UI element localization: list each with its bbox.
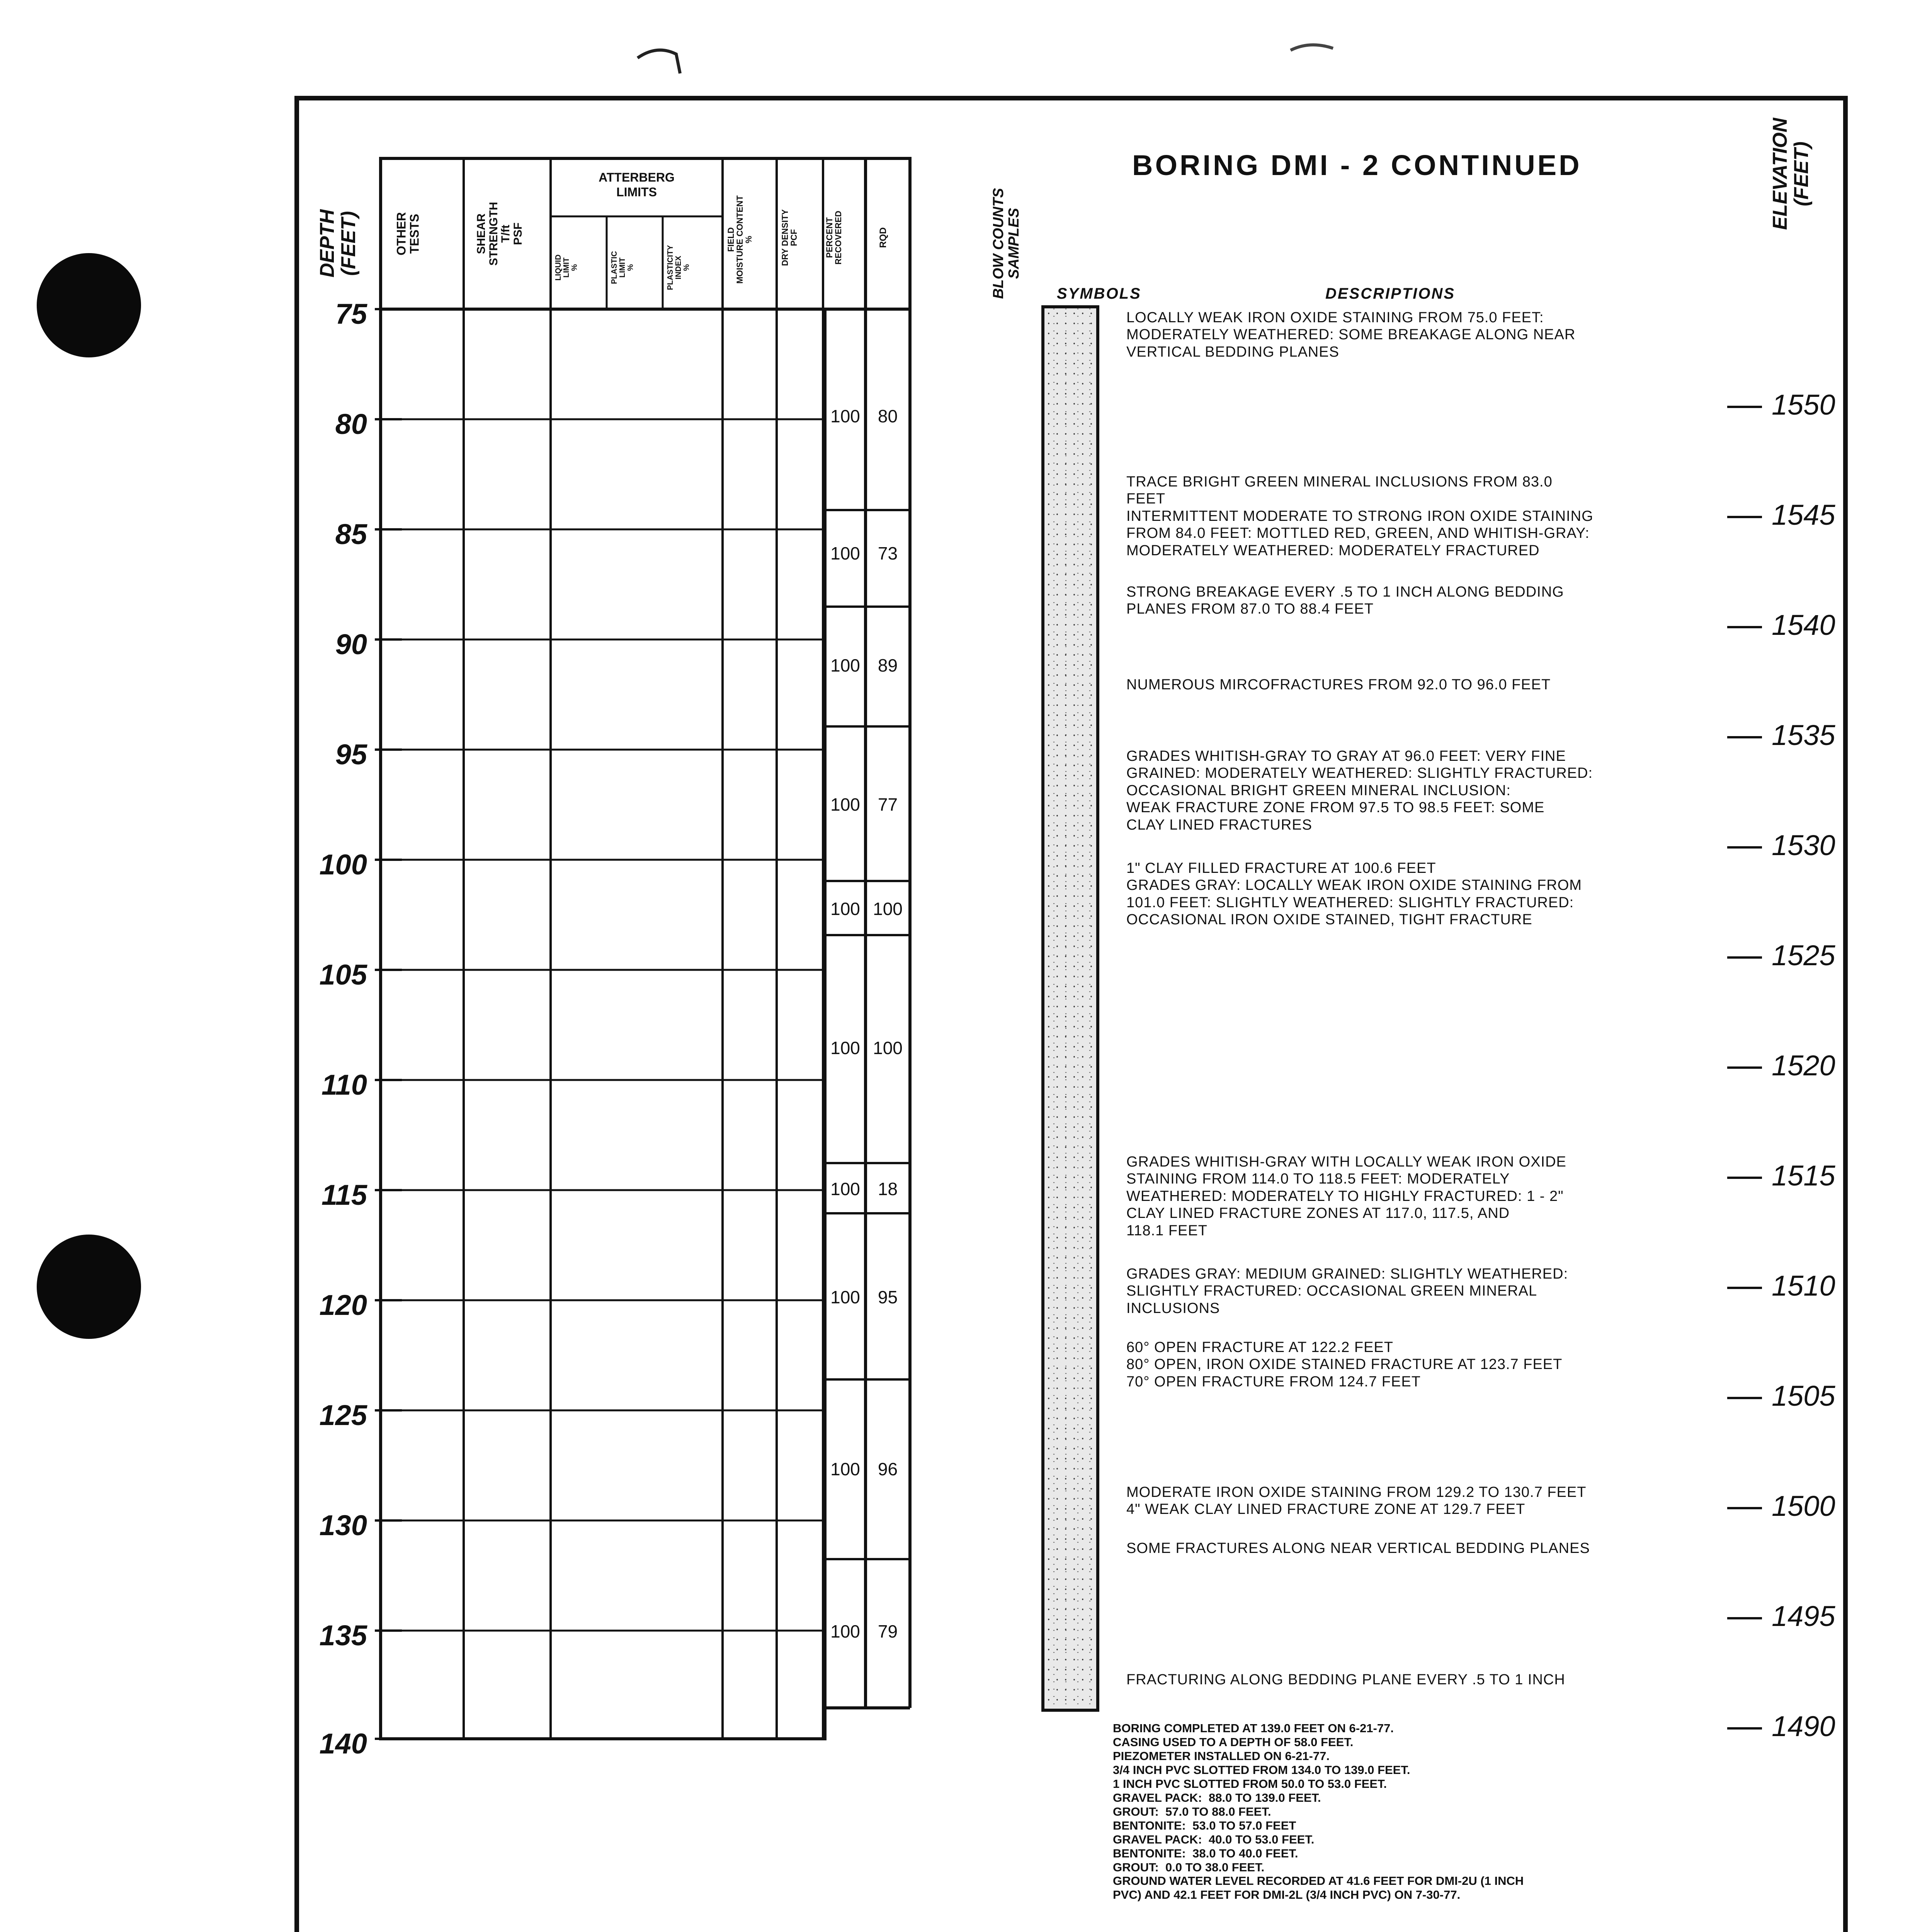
recovered-value: 100	[830, 406, 860, 426]
depth-label: 130	[319, 1509, 367, 1541]
elevation-label: 1525	[1772, 939, 1835, 971]
depth-label: 110	[321, 1069, 367, 1101]
rqd-value: 77	[878, 794, 898, 815]
description-text: FRACTURING ALONG BEDDING PLANE EVERY .5 TO 1 INCH	[1126, 1672, 1565, 1688]
rqd-header: RQD	[878, 227, 888, 248]
blow-counts-header: BLOW COUNTS SAMPLES	[990, 188, 1022, 299]
rqd-value: 100	[873, 899, 903, 919]
boring-title: BORING DMI - 2 CONTINUED	[1132, 149, 1582, 181]
elevation-label: 1515	[1772, 1160, 1835, 1192]
percent-recovered-header: PERCENT RECOVERED	[825, 211, 844, 265]
elevation-label: 1530	[1772, 829, 1835, 861]
rqd-value: 100	[873, 1038, 903, 1058]
rock-symbol-column	[1041, 305, 1099, 1712]
rqd-value: 89	[878, 655, 898, 675]
depth-label: 95	[335, 738, 367, 770]
depth-label: 105	[319, 959, 367, 991]
elevation-label: 1535	[1772, 719, 1835, 751]
elevation-label: 1540	[1772, 609, 1835, 641]
description-text: 60° OPEN FRACTURE AT 122.2 FEET 80° OPEN, IRON OXIDE STAINED FRACTURE AT 123.7 FEET 70° OPEN FRACTURE FROM 124.7 FEET	[1126, 1339, 1563, 1390]
description-text: STRONG BREAKAGE EVERY .5 TO 1 INCH ALONG BEDDING PLANES FROM 87.0 TO 88.4 FEET	[1126, 584, 1564, 617]
depth-label: 115	[321, 1179, 367, 1211]
rqd-value: 80	[878, 406, 898, 426]
recovered-value: 100	[830, 543, 860, 563]
description-text: MODERATE IRON OXIDE STAINING FROM 129.2 TO 130.7 FEET 4" WEAK CLAY LINED FRACTURE ZONE AT 129.7 FEET	[1126, 1484, 1587, 1518]
description-text: GRADES WHITISH-GRAY WITH LOCALLY WEAK IRON OXIDE STAINING FROM 114.0 TO 118.5 FEET: MODERATELY WEATHERED: MODERATELY TO HIGHLY FRACTURED: 1 - 2" CLAY LINED FRACTURE ZONES AT 117.0, 117.5, AND 118.1 FEET	[1126, 1154, 1566, 1239]
depth-header: DEPTH (FEET)	[316, 209, 360, 278]
description-text: SOME FRACTURES ALONG NEAR VERTICAL BEDDING PLANES	[1126, 1540, 1590, 1556]
depth-label: 80	[335, 408, 367, 440]
depth-label: 85	[335, 518, 367, 550]
description-text: 1" CLAY FILLED FRACTURE AT 100.6 FEET GRADES GRAY: LOCALLY WEAK IRON OXIDE STAINING FROM 101.0 FEET: SLIGHTLY WEATHERED: SLIGHTLY FRACTURED: OCCASIONAL IRON OXIDE STAINED, TIGHT FRACTURE	[1126, 860, 1582, 928]
descriptions-header: DESCRIPTIONS	[1325, 285, 1456, 302]
recovered-value: 100	[830, 1459, 860, 1479]
recovered-value: 100	[830, 655, 860, 675]
elevation-label: 1490	[1772, 1710, 1835, 1742]
elevation-label: 1500	[1772, 1490, 1835, 1522]
elevation-label: 1505	[1772, 1380, 1835, 1412]
rqd-value: 96	[878, 1459, 898, 1479]
recovered-value: 100	[830, 794, 860, 815]
recovered-value: 100	[830, 1621, 860, 1641]
elevation-label: 1495	[1772, 1600, 1835, 1632]
description-text: GRADES GRAY: MEDIUM GRAINED: SLIGHTLY WEATHERED: SLIGHTLY FRACTURED: OCCASIONAL GREEN MINERAL INCLUSIONS	[1126, 1266, 1568, 1316]
boring-notes: BORING COMPLETED AT 139.0 FEET ON 6-21-77. CASING USED TO A DEPTH OF 58.0 FEET. PIEZOMETER INSTALLED ON 6-21-77. 3/4 INCH PVC SLOTTED FROM 134.0 TO 139.0 FEET. 1 INCH PVC SLOTTED FROM 50.0 TO 53.0 FEET. GRAVEL PACK: 88.0 TO 139.0 FEET. GROUT: 57.0 TO 88.0 FEET. BENTONITE: 53.0 TO 57.0 FEET GRAVEL PACK: 40.0 TO 53.0 FEET. BENTONITE: 38.0 TO 40.0 FEET. GROUT: 0.0 TO 38.0 FEET. GROUND WATER LEVEL RECORDED AT 41.6 FEET FOR DMI-2U (1 INCH PVC) AND 42.1 FEET FOR DMI-2L (3/4 INCH PVC) ON 7-30-77.	[1113, 1721, 1524, 1902]
description-text: LOCALLY WEAK IRON OXIDE STAINING FROM 75.0 FEET: MODERATELY WEATHERED: SOME BREAKAGE ALONG NEAR VERTICAL BEDDING PLANES	[1126, 310, 1576, 360]
field-moisture-header: FIELD MOISTURE CONTENT %	[726, 195, 754, 284]
rqd-value: 73	[878, 543, 898, 563]
other-tests-header: OTHER TESTS	[394, 212, 422, 255]
atterberg-limits-header: ATTERBERG LIMITS	[599, 170, 675, 199]
recovered-value: 100	[830, 1287, 860, 1307]
description-text: GRADES WHITISH-GRAY TO GRAY AT 96.0 FEET: VERY FINE GRAINED: MODERATELY WEATHERED: SLIGHTLY FRACTURED: OCCASIONAL BRIGHT GREEN MINERAL INCLUSION: WEAK FRACTURE ZONE FROM 97.5 TO 98.5 FEET: SOME CLAY LINED FRACTURES	[1126, 748, 1593, 833]
elevation-label: 1545	[1772, 499, 1835, 531]
shear-strength-header: SHEAR STRENGTH T/ft PSF	[475, 202, 524, 266]
recovered-value: 100	[830, 899, 860, 919]
plastic-limit-header: PLASTIC LIMIT %	[610, 251, 635, 284]
elevation-header: ELEVATION (FEET)	[1769, 118, 1813, 230]
depth-label: 125	[319, 1399, 367, 1431]
recovered-value: 100	[830, 1038, 860, 1058]
elevation-tick-marks	[1727, 0, 1766, 1932]
rqd-value: 18	[878, 1179, 898, 1199]
depth-label: 120	[319, 1289, 367, 1321]
recovered-value: 100	[830, 1179, 860, 1199]
rqd-value: 95	[878, 1287, 898, 1307]
symbols-header: SYMBOLS	[1057, 285, 1141, 302]
elevation-label: 1510	[1772, 1270, 1835, 1302]
depth-label: 90	[335, 628, 367, 660]
dry-density-header: DRY DENSITY PCF	[780, 209, 799, 266]
description-text: NUMEROUS MIRCOFRACTURES FROM 92.0 TO 96.0 FEET	[1126, 677, 1551, 693]
plasticity-index-header: PLASTICITY INDEX %	[666, 245, 691, 290]
elevation-label: 1520	[1772, 1049, 1835, 1082]
depth-label: 75	[335, 298, 367, 330]
depth-label: 140	[319, 1728, 367, 1760]
depth-label: 100	[319, 849, 367, 881]
rqd-value: 79	[878, 1621, 898, 1641]
liquid-limit-header: LIQUID LIMIT %	[554, 254, 579, 281]
description-text: TRACE BRIGHT GREEN MINERAL INCLUSIONS FROM 83.0 FEET INTERMITTENT MODERATE TO STRONG IRON OXIDE STAINING FROM 84.0 FEET: MOTTLED RED, GREEN, AND WHITISH-GRAY: MODERATELY WEATHERED: MODERATELY FRACTURED	[1126, 474, 1594, 559]
elevation-label: 1550	[1772, 389, 1835, 421]
depth-label: 135	[319, 1619, 367, 1651]
